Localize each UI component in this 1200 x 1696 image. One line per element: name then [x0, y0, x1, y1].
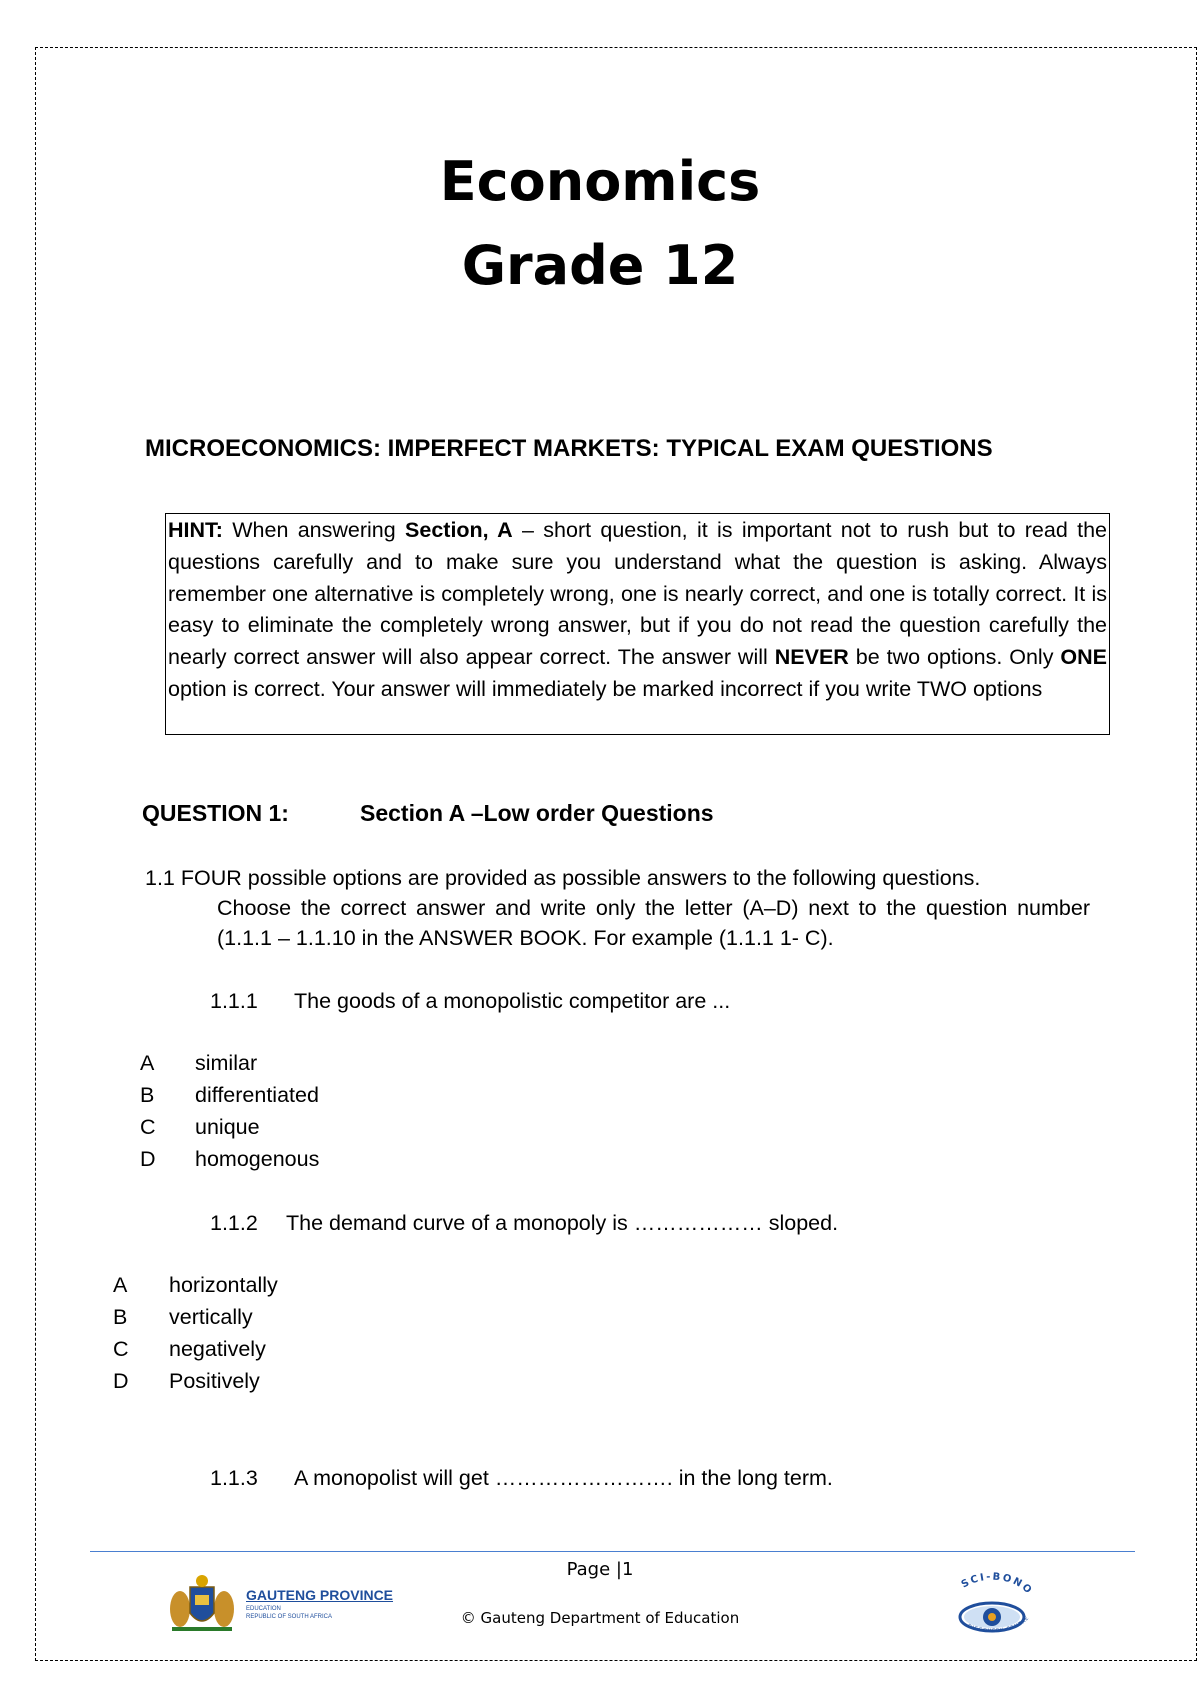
option-text: vertically	[169, 1305, 253, 1329]
option-text: similar	[195, 1051, 258, 1075]
option-text: negatively	[169, 1337, 266, 1361]
option-text: unique	[195, 1115, 260, 1139]
option-text: homogenous	[195, 1147, 320, 1171]
question-number: 1.1.3	[210, 1466, 258, 1490]
option-letter: D	[140, 1147, 156, 1171]
hint-label: HINT:	[168, 518, 223, 542]
question-text: A monopolist will get ……………………. in the long term.	[294, 1466, 833, 1490]
gauteng-logo-sub: EDUCATION	[246, 1606, 281, 1612]
question-text: The demand curve of a monopoly is ……………… sloped.	[286, 1211, 839, 1235]
instruction-rest: Choose the correct answer and write only the letter (A–D) next to the question number (1.1.1 – 1.1.10 in the ANSWER BOOK. For example (1.1.1 1- C).	[217, 896, 1090, 950]
option-letter: B	[140, 1083, 155, 1107]
copyright: © Gauteng Department of Education	[460, 1609, 740, 1627]
question-text: The goods of a monopolistic competitor are ...	[294, 989, 731, 1013]
hint-bold: NEVER	[774, 645, 849, 670]
sci-bono-logo-sub: DISCOVERY CENTRE	[966, 1615, 1031, 1635]
option-letter: D	[113, 1369, 129, 1393]
option-letter: A	[140, 1051, 155, 1075]
svg-text:SCI-BONO	[960, 1572, 1035, 1597]
option-row	[113, 1273, 513, 1305]
page-number: Page |1	[566, 1559, 634, 1580]
option-text: differentiated	[195, 1083, 319, 1107]
option-row	[140, 1115, 540, 1147]
question-number: 1.1.2	[210, 1211, 258, 1235]
footer-divider	[90, 1551, 1135, 1552]
sci-bono-logo	[940, 1572, 1045, 1644]
hint-box	[165, 513, 1110, 735]
eye-logo-icon	[940, 1572, 1045, 1644]
hint-bold: Section, A	[405, 518, 513, 542]
hint-text: be two options. Only	[848, 645, 1061, 670]
option-text: horizontally	[169, 1273, 278, 1297]
option-text: Positively	[169, 1369, 260, 1393]
instructions	[145, 863, 1090, 953]
option-row	[140, 1051, 540, 1083]
option-letter: A	[113, 1273, 128, 1297]
gauteng-logo	[162, 1573, 402, 1635]
option-row	[113, 1369, 513, 1401]
subject-title: Economics	[439, 150, 761, 213]
question-label: QUESTION 1:	[142, 800, 289, 826]
sci-bono-logo-text: SCI-BONO	[959, 1572, 1035, 1598]
option-row	[140, 1147, 540, 1179]
grade-title: Grade 12	[461, 234, 739, 297]
option-row	[113, 1305, 513, 1337]
option-row	[113, 1337, 513, 1369]
hint-text: When answering	[222, 518, 406, 542]
option-row	[140, 1083, 540, 1115]
section-heading: MICROECONOMICS: IMPERFECT MARKETS: TYPICAL EXAM QUESTIONS	[145, 435, 993, 462]
option-letter: C	[140, 1115, 156, 1139]
instruction-first-line: 1.1 FOUR possible options are provided as possible answers to the following questions.	[145, 866, 981, 890]
coat-of-arms-icon	[162, 1573, 242, 1635]
option-letter: C	[113, 1337, 129, 1361]
question-section: Section A –Low order Questions	[360, 800, 714, 826]
hint-text: – short question, it is important not to rush but to read the questions carefully and to make sure you understand what the question is asking. Always remember one alternative is completely wrong, one is nearly correct, and one is totally correct. It is easy to eliminate the completely wrong answer, but if you do not read the question carefully the nearly correct answer will also appear correct. The answer will	[168, 518, 1107, 670]
option-letter: B	[113, 1305, 128, 1329]
question-number: 1.1.1	[210, 989, 258, 1013]
hint-text: option is correct. Your answer will immediately be marked incorrect if you write TWO options	[168, 676, 1043, 701]
gauteng-logo-sub: REPUBLIC OF SOUTH AFRICA	[246, 1614, 333, 1620]
hint-bold: ONE	[1060, 645, 1107, 670]
gauteng-logo-text: GAUTENG PROVINCE	[246, 1587, 394, 1603]
